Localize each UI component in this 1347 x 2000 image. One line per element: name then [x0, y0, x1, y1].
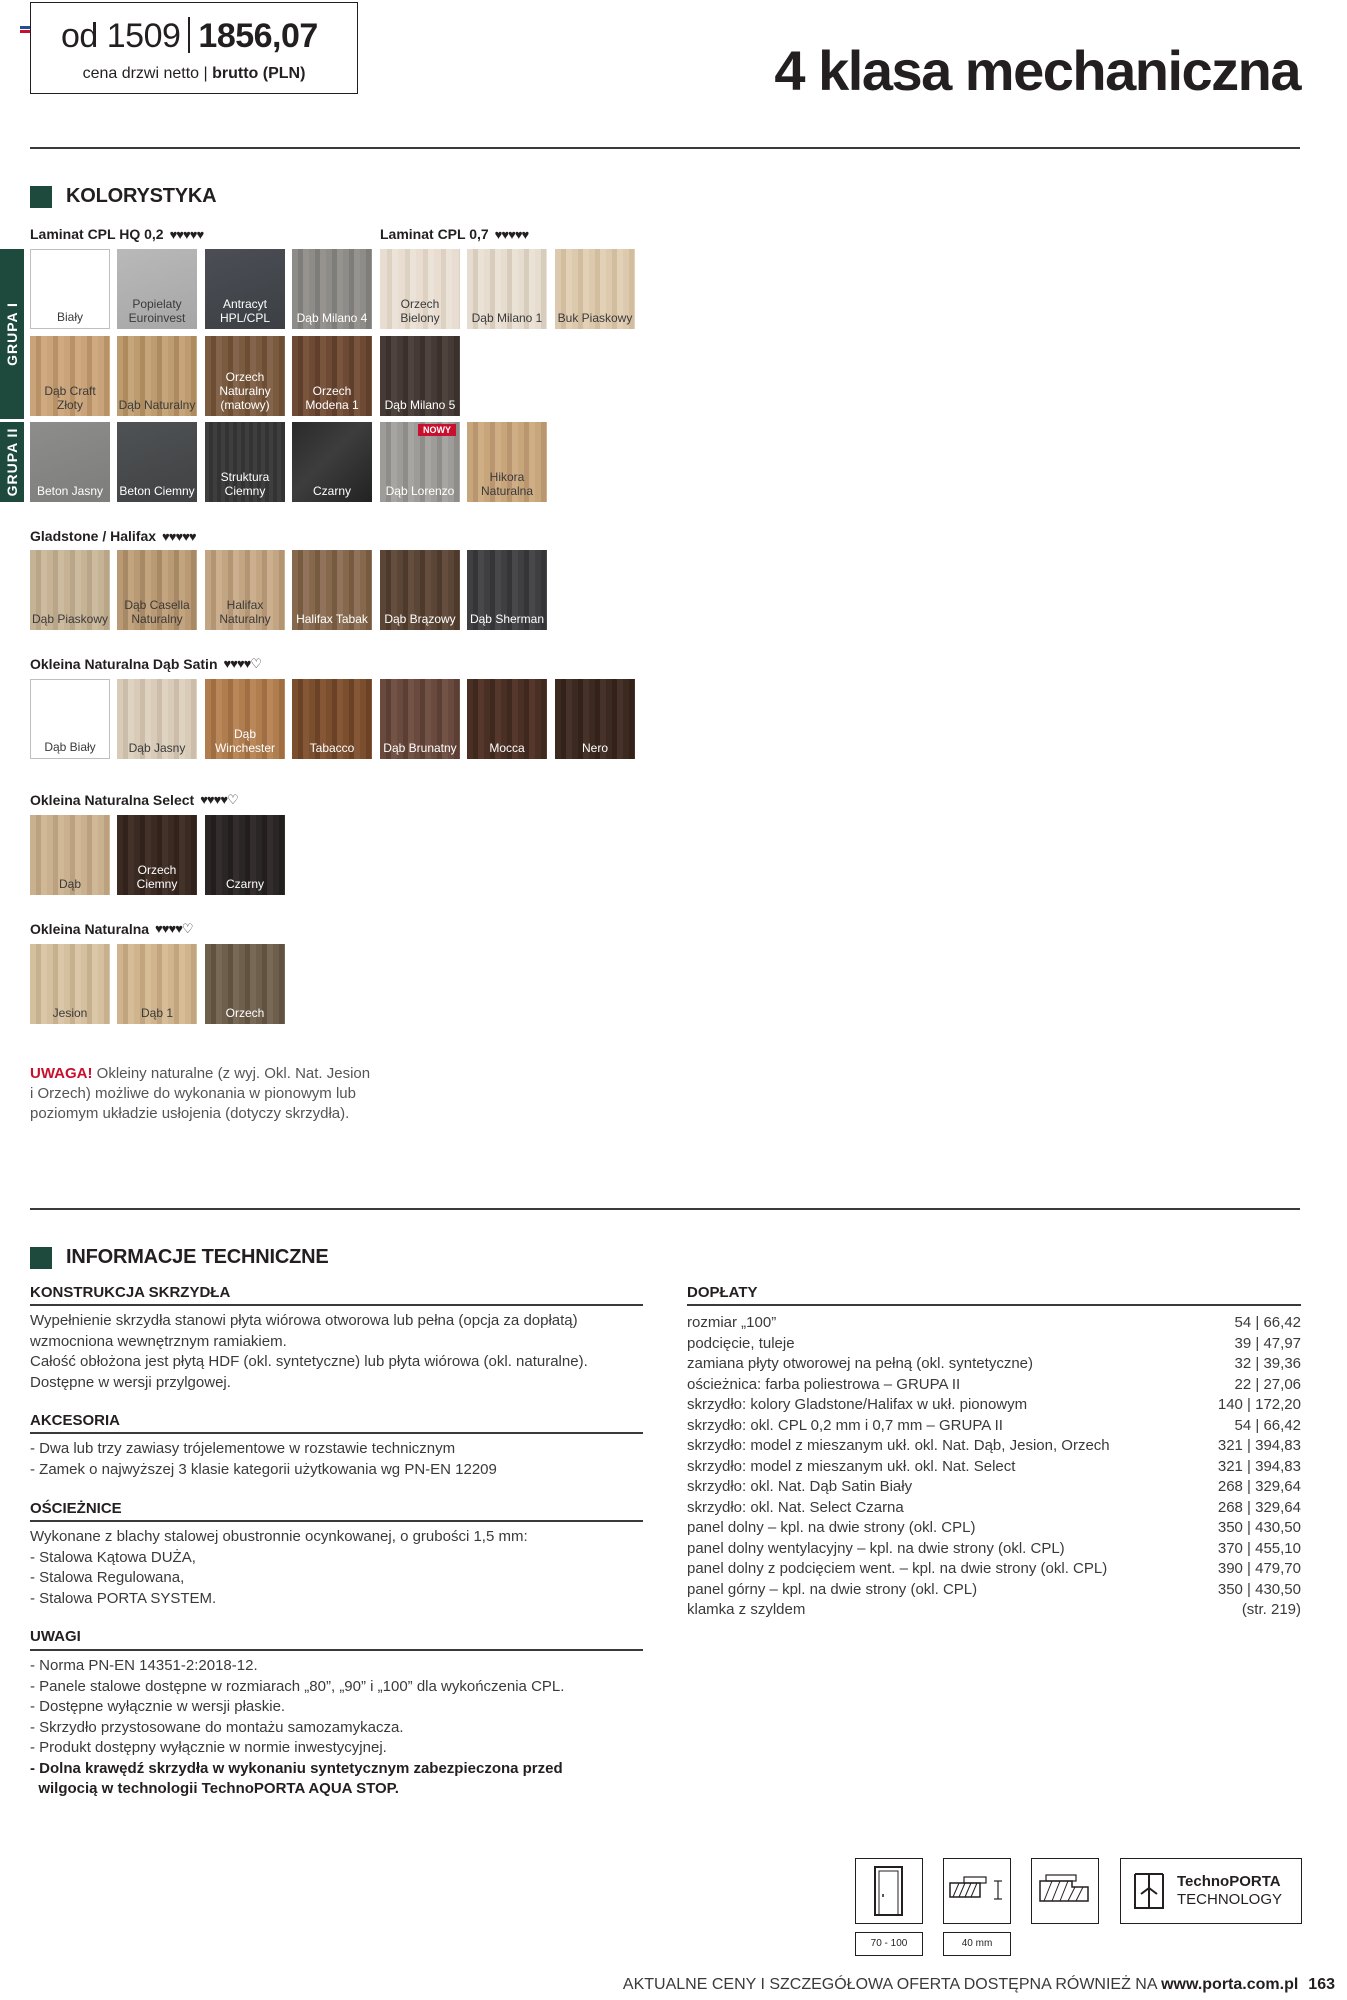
- color-swatch[interactable]: [30, 815, 110, 895]
- text-line-bold: wilgocią w technologii TechnoPORTA AQUA STOP.: [30, 1780, 399, 1797]
- swatch-label: Jesion: [52, 1006, 88, 1020]
- price-box: [30, 2, 358, 94]
- text-line: - Skrzydło przystosowane do montażu samozamykacza.: [30, 1718, 404, 1736]
- note-line: Okleiny naturalne (z wyj. Okl. Nat. Jesion: [92, 1065, 371, 1082]
- surcharge-name: skrzydło: okl. Nat. Select Czarna: [687, 1498, 904, 1516]
- swatch-label: Czarny: [312, 484, 351, 498]
- text-line: - Dwa lub trzy zawiasy trójelementowe w rozstawie technicznym: [30, 1440, 456, 1457]
- color-swatch[interactable]: [292, 550, 372, 630]
- surcharge-row: [687, 1560, 1301, 1577]
- door-size-icon: [855, 1858, 923, 1924]
- swatch-label: Dąb Casella Naturalny: [124, 598, 190, 626]
- surcharge-price: 140 | 172,20: [1217, 1396, 1301, 1413]
- door-icon: [856, 1859, 921, 1922]
- surcharge-row: [687, 1396, 1301, 1413]
- group-label-text: Gladstone / Halifax: [30, 528, 157, 544]
- swatch-label: Orzech Bielony: [400, 297, 440, 325]
- rebated-edge-icon: [1032, 1859, 1097, 1922]
- swatch-label: Beton Jasny: [36, 484, 104, 498]
- swatch-label: Dąb Winchester: [214, 727, 276, 755]
- subheading-rule: [30, 1304, 643, 1306]
- swatch-label: Biały: [56, 310, 83, 324]
- durability-hearts-icon: ♥♥♥♥♥: [169, 226, 204, 242]
- color-swatch[interactable]: [292, 336, 372, 416]
- color-swatch[interactable]: [555, 679, 635, 759]
- color-swatch[interactable]: [205, 679, 285, 759]
- surcharge-name: skrzydło: model z mieszanym ukł. okl. Nat. Dąb, Jesion, Orzech: [687, 1437, 1110, 1454]
- surcharge-price: 321 | 394,83: [1217, 1437, 1301, 1454]
- technoporta-name: TechnoPORTA: [1177, 1873, 1281, 1890]
- text-line: wzmocniona wewnętrznym ramiakiem.: [30, 1332, 287, 1350]
- text-line: Dostępne w wersji przylgowej.: [30, 1373, 231, 1391]
- group-label-text: Okleina Naturalna Dąb Satin: [30, 656, 218, 672]
- surcharge-row: [687, 1601, 1301, 1618]
- price-separator: [188, 17, 190, 53]
- surcharge-price: (str. 219): [1241, 1601, 1301, 1618]
- veneer-note: [30, 1064, 410, 1124]
- subheading-oscieznice: OŚCIEŻNICE: [30, 1500, 122, 1517]
- swatch-label: Czarny: [225, 877, 264, 891]
- text-line: - Panele stalowe dostępne w rozmiarach „80”, „90” i „100” dla wykończenia CPL.: [30, 1677, 565, 1695]
- swatch-label: Orzech Ciemny: [136, 863, 178, 891]
- price-caption: cena drzwi netto | brutto (PLN): [82, 65, 306, 82]
- technoporta-icon: [1129, 1866, 1169, 1916]
- surcharge-name: skrzydło: okl. Nat. Dąb Satin Biały: [687, 1478, 913, 1495]
- swatch-label: Mocca: [489, 741, 525, 755]
- swatch-label: Dąb Piaskowy: [31, 612, 109, 626]
- footer: [623, 1976, 1335, 1994]
- surcharge-price: 39 | 47,97: [1234, 1334, 1301, 1352]
- color-swatch[interactable]: [380, 336, 460, 416]
- swatch-label: Buk Piaskowy: [557, 311, 633, 325]
- color-swatch[interactable]: [555, 249, 635, 329]
- surcharge-price: 350 | 430,50: [1217, 1519, 1301, 1536]
- note-warning: UWAGA!: [30, 1065, 93, 1082]
- surcharge-name: panel dolny z podcięciem went. – kpl. na dwie strony (okl. CPL): [687, 1560, 1108, 1577]
- durability-hearts-icon: ♥♥♥♥♡: [200, 792, 238, 807]
- section-heading-tech: [30, 1246, 328, 1269]
- surcharge-name: skrzydło: model z mieszanym ukł. okl. Nat. Select: [687, 1457, 1016, 1475]
- surcharge-name: skrzydło: okl. CPL 0,2 mm i 0,7 mm – GRUPA II: [687, 1416, 1003, 1434]
- subheading-rule: [30, 1649, 643, 1651]
- section-square-icon: [30, 186, 52, 208]
- color-swatch[interactable]: [292, 249, 372, 329]
- subheading-rule: [687, 1304, 1301, 1306]
- surcharge-name: skrzydło: kolory Gladstone/Halifax w ukł. pionowym: [687, 1396, 1028, 1413]
- page-title: 4 klasa mechaniczna: [774, 39, 1300, 102]
- group-label-naturalna: [30, 921, 193, 937]
- surcharge-row: [687, 1314, 1301, 1331]
- color-swatch[interactable]: [117, 422, 197, 502]
- surcharge-price: 350 | 430,50: [1217, 1580, 1301, 1598]
- note-line: poziomym układzie usłojenia (dotyczy skrzydła).: [30, 1105, 350, 1122]
- flag-mark: [20, 30, 30, 33]
- page-number: 163: [1308, 1976, 1335, 1993]
- section-title: INFORMACJE TECHNICZNE: [66, 1246, 329, 1268]
- surcharge-price: 370 | 455,10: [1217, 1539, 1301, 1557]
- surcharge-price: 390 | 479,70: [1217, 1560, 1301, 1577]
- color-swatch[interactable]: [205, 249, 285, 329]
- surcharge-price: 268 | 329,64: [1217, 1498, 1301, 1516]
- swatch-label: Dąb Brunatny: [383, 741, 457, 755]
- subheading-uwagi: UWAGI: [30, 1628, 81, 1645]
- surcharge-name: zamiana płyty otworowej na pełną (okl. syntetyczne): [687, 1355, 1033, 1372]
- color-swatch[interactable]: [117, 679, 197, 759]
- section-title: KOLORYSTYKA: [66, 185, 217, 207]
- oscieznice-text: [30, 1527, 528, 1609]
- surcharge-row: [687, 1437, 1301, 1454]
- divider: [30, 147, 1300, 149]
- surcharge-name: panel dolny – kpl. na dwie strony (okl. CPL): [687, 1519, 976, 1536]
- swatch-label: Dąb Brązowy: [384, 612, 456, 626]
- price-gross: 1856,07: [198, 17, 318, 55]
- surcharge-name: rozmiar „100”: [687, 1314, 777, 1331]
- swatch-label: Struktura Ciemny: [220, 470, 270, 498]
- swatch-label: Dąb Biały: [44, 740, 96, 754]
- text-line: - Dostępne wyłącznie w wersji płaskie.: [30, 1698, 286, 1715]
- group-label-text: Laminat CPL 0,7: [380, 226, 489, 242]
- akcesoria-text: [30, 1439, 497, 1480]
- thickness-label: 40 mm: [943, 1932, 1011, 1956]
- swatch-label: Beton Ciemny: [119, 484, 195, 498]
- group-label-text: Okleina Naturalna Select: [30, 792, 195, 808]
- swatch-label: Popielaty Euroinvest: [128, 297, 186, 325]
- caption-net: cena drzwi netto: [82, 65, 200, 82]
- group-label-gladstone: [30, 528, 196, 544]
- text-line: - Produkt dostępny wyłącznie w normie inwestycyjnej.: [30, 1739, 387, 1756]
- text-line: Wypełnienie skrzydła stanowi płyta wiórowa otworowa lub pełna (opcja za dopłatą): [30, 1312, 578, 1329]
- text-line: - Stalowa PORTA SYSTEM.: [30, 1589, 217, 1607]
- subheading-konstrukcja: KONSTRUKCJA SKRZYDŁA: [30, 1284, 231, 1301]
- surcharge-price: 321 | 394,83: [1217, 1457, 1301, 1475]
- text-line: Całość obłożona jest płytą HDF (okl. syntetyczne) lub płyta wiórowa (okl. naturalne).: [30, 1353, 588, 1370]
- section-heading-colors: [30, 185, 216, 208]
- swatch-label: Hikora Naturalna: [480, 470, 534, 498]
- subheading-doplaty: DOPŁATY: [687, 1284, 758, 1301]
- swatch-label: Dąb Milano 4: [296, 311, 368, 325]
- group-label-laminat-hq: [30, 226, 203, 242]
- thickness-icon: [943, 1858, 1011, 1924]
- swatch-label: Tabacco: [309, 741, 355, 755]
- caption-gross: brutto (PLN): [212, 65, 306, 82]
- group-label-laminat-07: [380, 226, 528, 242]
- surcharge-row: [687, 1581, 1301, 1598]
- surcharge-row: [687, 1355, 1301, 1372]
- color-swatch[interactable]: [467, 550, 547, 630]
- durability-hearts-icon: ♥♥♥♥♡: [155, 921, 193, 936]
- color-swatch[interactable]: [380, 249, 460, 329]
- swatch-label: Dąb Sherman: [469, 612, 545, 626]
- group-label-text: Laminat CPL HQ 0,2: [30, 226, 164, 242]
- color-swatch[interactable]: [205, 944, 285, 1024]
- color-swatch[interactable]: [380, 422, 460, 502]
- surcharge-row: [687, 1519, 1301, 1536]
- surcharge-row: [687, 1458, 1301, 1475]
- color-swatch[interactable]: [30, 550, 110, 630]
- price-line: [61, 17, 318, 56]
- swatch-label: Dąb Milano 1: [471, 311, 543, 325]
- text-line: - Stalowa Regulowana,: [30, 1569, 185, 1586]
- note-line: i Orzech) możliwe do wykonania w pionowym lub: [30, 1085, 356, 1102]
- swatch-label: Halifax Naturalny: [219, 598, 271, 626]
- new-badge: NOWY: [418, 424, 456, 436]
- swatch-label: Orzech: [225, 1006, 265, 1020]
- leaf-thickness-icon: [944, 1859, 1009, 1922]
- footer-url[interactable]: www.porta.com.pl: [1161, 1976, 1299, 1993]
- swatch-label: Dąb Craft Złoty: [44, 384, 96, 412]
- group-tab-text: GRUPA I: [4, 302, 20, 366]
- swatch-label: Dąb Milano 5: [384, 398, 456, 412]
- technoporta-text: [1177, 1873, 1282, 1909]
- color-swatch[interactable]: [30, 336, 110, 416]
- group-label-select: [30, 792, 238, 808]
- color-swatch[interactable]: [205, 336, 285, 416]
- text-line: - Stalowa Kątowa DUŻA,: [30, 1548, 196, 1566]
- surcharge-row: [687, 1376, 1301, 1393]
- durability-hearts-icon: ♥♥♥♥♥: [494, 226, 529, 242]
- color-swatch[interactable]: [30, 679, 110, 759]
- group-tab-2: [0, 422, 24, 502]
- surcharge-name: klamka z szyldem: [687, 1601, 806, 1618]
- surcharge-row: [687, 1499, 1301, 1516]
- color-swatch[interactable]: [467, 422, 547, 502]
- swatch-label: Halifax Tabak: [296, 612, 368, 626]
- swatch-label: Antracyt HPL/CPL: [219, 297, 271, 325]
- durability-hearts-icon: ♥♥♥♥♡: [223, 656, 262, 671]
- group-tab-1: [0, 249, 24, 419]
- color-swatch[interactable]: [117, 550, 197, 630]
- rebate-icon: [1031, 1858, 1099, 1924]
- swatch-label: Orzech Naturalny (matowy): [219, 370, 271, 412]
- flag-mark: [20, 26, 30, 29]
- surcharge-row: [687, 1335, 1301, 1352]
- swatch-label: Dąb Naturalny: [118, 398, 196, 412]
- surcharge-price: 54 | 66,42: [1234, 1416, 1301, 1434]
- color-swatch[interactable]: [205, 550, 285, 630]
- price-from: od 1509: [61, 17, 181, 55]
- surcharge-name: ościeżnica: farba poliestrowa – GRUPA II: [687, 1375, 961, 1393]
- swatch-label: Orzech Modena 1: [305, 384, 359, 412]
- konstrukcja-text: [30, 1311, 588, 1393]
- subheading-akcesoria: AKCESORIA: [30, 1412, 121, 1429]
- text-line: - Norma PN-EN 14351-2:2018-12.: [30, 1657, 258, 1674]
- swatch-label: Dąb Jasny: [128, 741, 186, 755]
- color-swatch[interactable]: [380, 550, 460, 630]
- durability-hearts-icon: ♥♥♥♥♥: [162, 528, 196, 544]
- surcharge-price: 268 | 329,64: [1217, 1478, 1301, 1495]
- color-swatch[interactable]: [30, 249, 110, 329]
- group-label-text: Okleina Naturalna: [30, 921, 150, 937]
- color-swatch[interactable]: [380, 679, 460, 759]
- color-swatch[interactable]: [467, 679, 547, 759]
- technoporta-logo: [1120, 1858, 1302, 1924]
- subheading-rule: [30, 1520, 643, 1522]
- uwagi-text: [30, 1656, 564, 1800]
- swatch-label: Dąb Lorenzo: [385, 484, 455, 498]
- surcharge-name: panel dolny wentylacyjny – kpl. na dwie strony (okl. CPL): [687, 1539, 1065, 1557]
- text-line: - Zamek o najwyższej 3 klasie kategorii użytkowania wg PN-EN 12209: [30, 1460, 497, 1478]
- surcharge-row: [687, 1478, 1301, 1495]
- color-swatch[interactable]: [205, 422, 285, 502]
- door-width-label: 70 - 100: [855, 1932, 923, 1956]
- surcharge-price: 22 | 27,06: [1234, 1375, 1301, 1393]
- technoporta-sub: TECHNOLOGY: [1177, 1891, 1283, 1908]
- subheading-rule: [30, 1432, 643, 1434]
- surcharge-price: 32 | 39,36: [1234, 1355, 1301, 1372]
- color-swatch[interactable]: [467, 249, 547, 329]
- group-tab-text: GRUPA II: [4, 427, 20, 497]
- surcharge-price: 54 | 66,42: [1234, 1314, 1301, 1331]
- color-swatch[interactable]: [117, 336, 197, 416]
- surcharge-row: [687, 1417, 1301, 1434]
- color-swatch[interactable]: [205, 815, 285, 895]
- text-line-bold: - Dolna krawędź skrzydła w wykonaniu syntetycznym zabezpieczona przed: [30, 1759, 563, 1777]
- group-label-satin: [30, 656, 261, 672]
- footer-text: AKTUALNE CENY I SZCZEGÓŁOWA OFERTA DOSTĘPNA RÓWNIEŻ NA: [622, 1976, 1162, 1993]
- swatch-label: Nero: [581, 741, 608, 755]
- divider: [30, 1208, 1300, 1210]
- section-square-icon: [30, 1247, 52, 1269]
- color-swatch[interactable]: [117, 815, 197, 895]
- text-line: Wykonane z blachy stalowej obustronnie ocynkowanej, o grubości 1,5 mm:: [30, 1528, 528, 1545]
- swatch-label: Dąb 1: [140, 1006, 174, 1020]
- color-swatch[interactable]: [30, 944, 110, 1024]
- color-swatch[interactable]: [292, 679, 372, 759]
- color-swatch[interactable]: [117, 249, 197, 329]
- surcharge-name: podcięcie, tuleje: [687, 1334, 795, 1352]
- color-swatch[interactable]: [117, 944, 197, 1024]
- swatch-label: Dąb: [58, 877, 81, 891]
- color-swatch[interactable]: [30, 422, 110, 502]
- surcharge-row: [687, 1540, 1301, 1557]
- color-swatch[interactable]: [292, 422, 372, 502]
- surcharge-name: panel górny – kpl. na dwie strony (okl. CPL): [687, 1580, 978, 1598]
